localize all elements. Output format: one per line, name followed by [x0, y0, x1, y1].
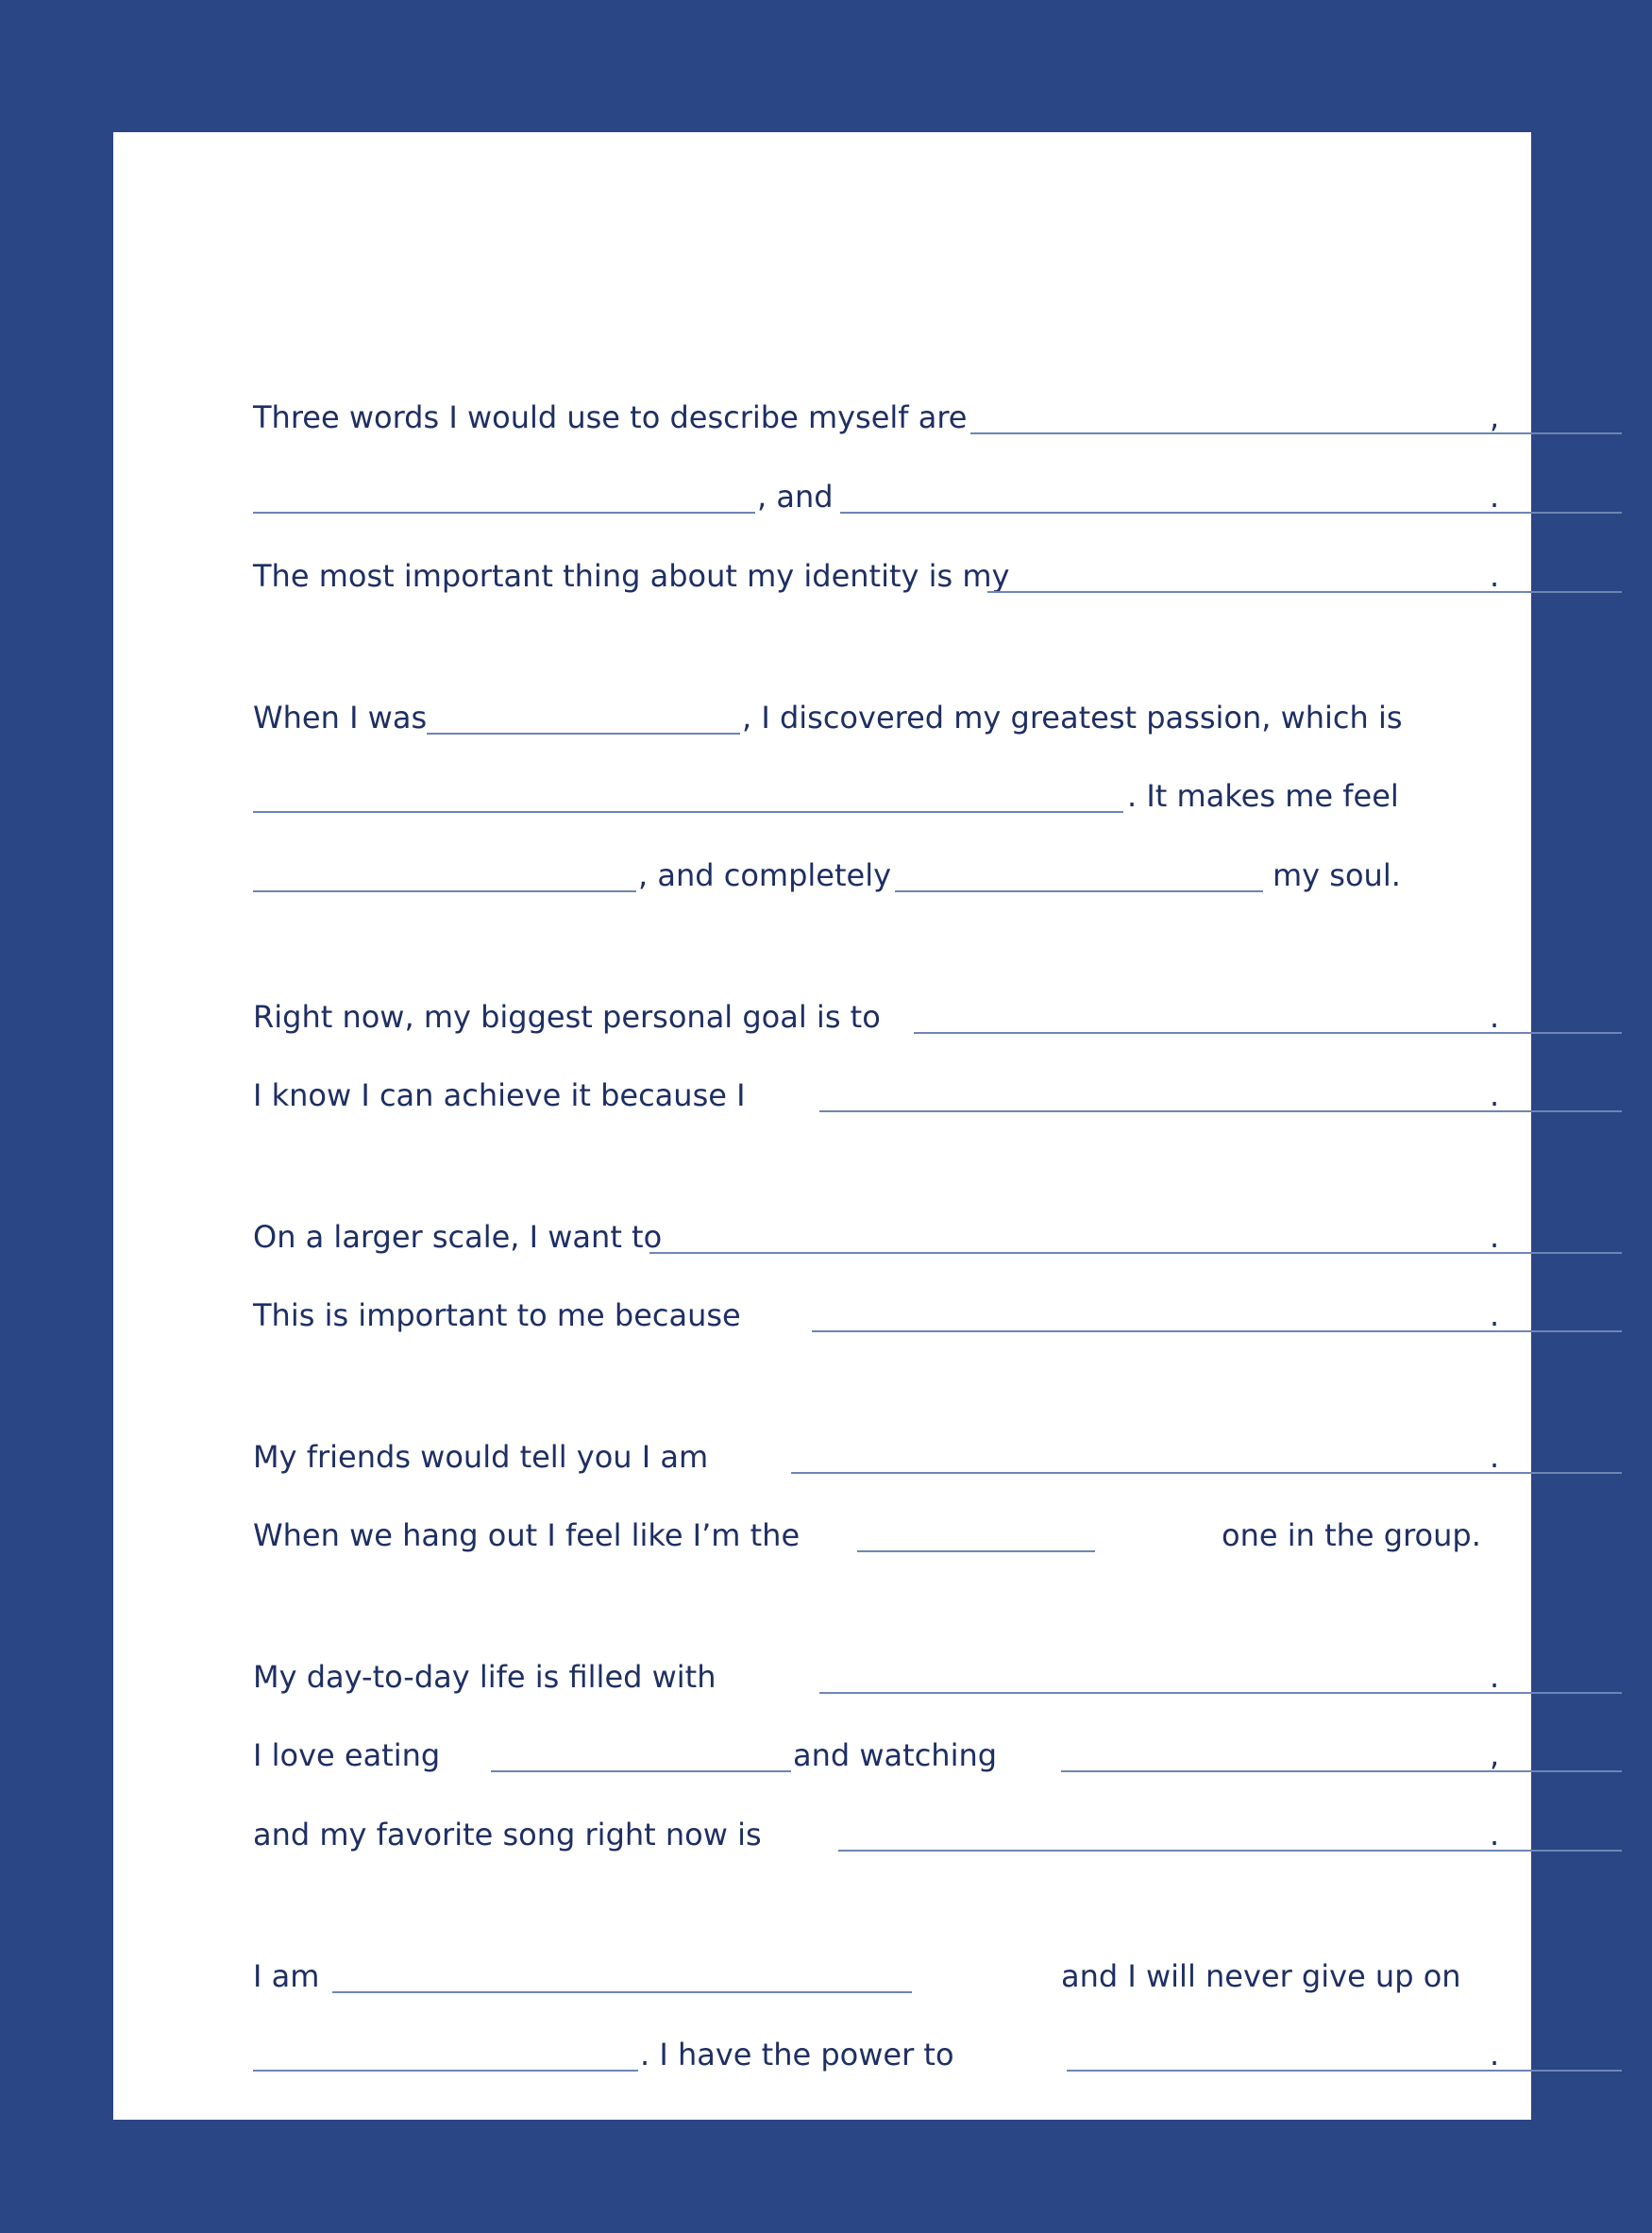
line-passion-2 — [253, 773, 1502, 819]
blank-field[interactable] — [1067, 2070, 1622, 2072]
blank-field[interactable] — [838, 1850, 1622, 1852]
punctuation: . — [1490, 479, 1500, 515]
prompt-text: and I will never give up on — [1061, 1958, 1461, 1994]
prompt-text: The most important thing about my identity is my — [253, 558, 1010, 594]
prompt-text: . I have the power to — [640, 2037, 954, 2072]
punctuation: . — [1490, 1439, 1500, 1475]
blank-field[interactable] — [895, 890, 1263, 892]
line-friends — [253, 1434, 1502, 1480]
blank-field[interactable] — [1061, 1770, 1622, 1772]
prompt-text: On a larger scale, I want to — [253, 1219, 663, 1255]
punctuation: , — [1490, 399, 1500, 435]
prompt-text: and my favorite song right now is — [253, 1817, 762, 1852]
punctuation: . — [1490, 1077, 1500, 1113]
prompt-text: When we hang out I feel like I’m the — [253, 1517, 801, 1553]
worksheet-page — [113, 132, 1531, 2120]
punctuation: . — [1490, 1297, 1500, 1333]
blank-field[interactable] — [427, 733, 740, 735]
prompt-text: My day-to-day life is filled with — [253, 1659, 716, 1695]
blank-field[interactable] — [253, 512, 755, 514]
line-favorite-song — [253, 1812, 1502, 1857]
prompt-text: , and — [757, 479, 834, 515]
punctuation: . — [1490, 1817, 1500, 1852]
prompt-text: My friends would tell you I am — [253, 1439, 709, 1475]
blank-field[interactable] — [970, 432, 1622, 434]
line-larger-scale — [253, 1214, 1502, 1260]
blank-field[interactable] — [649, 1252, 1622, 1254]
punctuation: . — [1490, 558, 1500, 594]
punctuation: . — [1490, 999, 1500, 1035]
blank-field[interactable] — [812, 1330, 1622, 1332]
blank-field[interactable] — [253, 811, 1123, 813]
blank-field[interactable] — [253, 2070, 638, 2072]
line-describe-myself-2 — [253, 474, 1502, 519]
line-personal-goal — [253, 994, 1502, 1040]
blank-field[interactable] — [332, 1991, 912, 1993]
blank-field[interactable] — [253, 890, 636, 892]
prompt-text: When I was — [253, 700, 428, 736]
blank-field[interactable] — [914, 1032, 1622, 1034]
punctuation: . — [1490, 1659, 1500, 1695]
line-important-because — [253, 1293, 1502, 1338]
blank-field[interactable] — [857, 1550, 1095, 1552]
prompt-text: . It makes me feel — [1127, 778, 1399, 814]
prompt-text: one in the group. — [1222, 1517, 1481, 1553]
line-describe-myself — [253, 395, 1502, 440]
line-passion — [253, 695, 1502, 740]
punctuation: , — [1490, 1737, 1500, 1773]
blank-field[interactable] — [840, 512, 1622, 514]
punctuation: . — [1490, 2037, 1500, 2072]
prompt-text: I am — [253, 1958, 320, 1994]
prompt-text: Three words I would use to describe myself are — [253, 399, 968, 435]
blank-field[interactable] — [491, 1770, 791, 1772]
line-passion-3 — [253, 853, 1502, 898]
prompt-text: my soul. — [1273, 857, 1401, 893]
prompt-text: This is important to me because — [253, 1297, 741, 1333]
prompt-text: , I discovered my greatest passion, which is — [742, 700, 1403, 736]
blank-field[interactable] — [819, 1692, 1622, 1694]
prompt-text: , and completely — [638, 857, 892, 893]
prompt-text: and watching — [793, 1737, 998, 1773]
line-eating-watching — [253, 1733, 1502, 1778]
line-power — [253, 2032, 1502, 2077]
blank-field[interactable] — [987, 591, 1622, 593]
punctuation: . — [1490, 1219, 1500, 1255]
prompt-text: I love eating — [253, 1737, 441, 1773]
prompt-text: Right now, my biggest personal goal is to — [253, 999, 881, 1035]
line-identity — [253, 553, 1502, 599]
prompt-text: I know I can achieve it because I — [253, 1077, 746, 1113]
blank-field[interactable] — [819, 1110, 1622, 1112]
line-hang-out — [253, 1513, 1502, 1558]
line-i-am — [253, 1954, 1502, 1999]
line-achieve — [253, 1073, 1502, 1118]
line-day-to-day — [253, 1654, 1502, 1700]
